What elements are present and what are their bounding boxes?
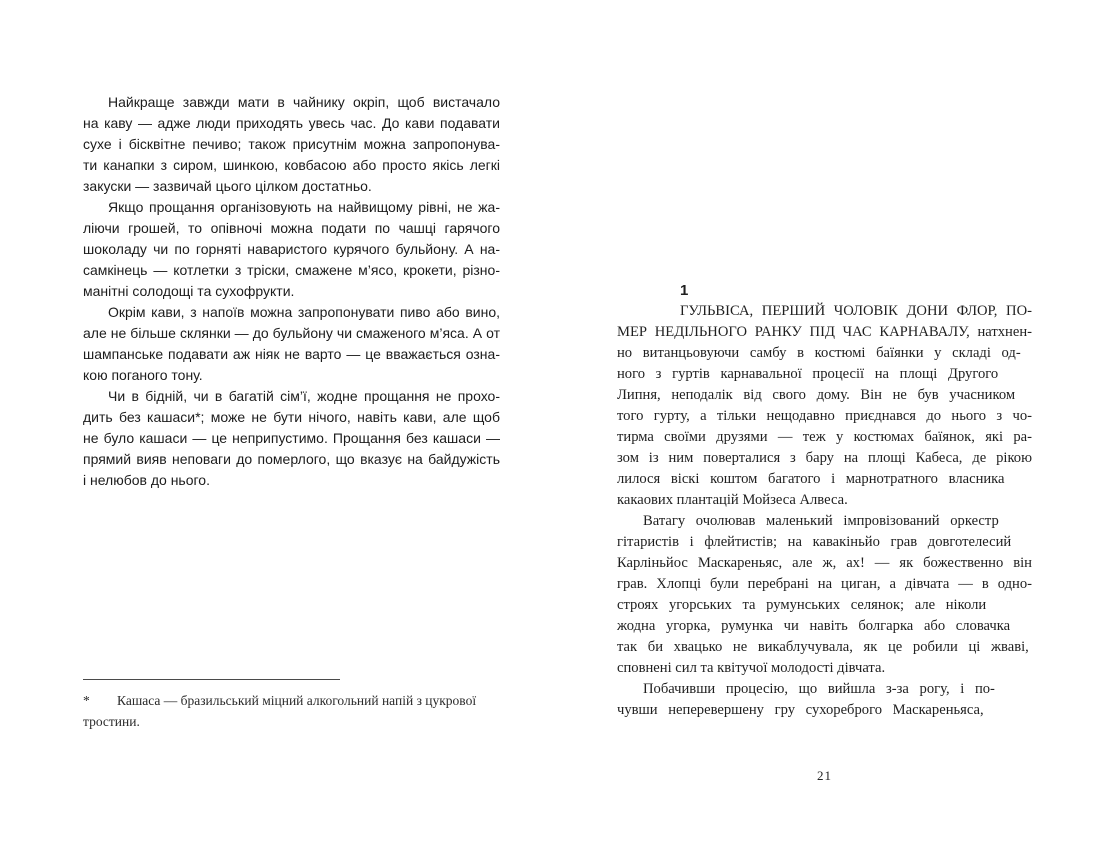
text-line [83, 365, 500, 386]
text-line [617, 595, 1032, 616]
text: і нелюбов до нього. [83, 472, 210, 488]
text-line [83, 134, 500, 155]
text-line [83, 218, 500, 239]
text: не було кашаси — це неприпустимо. Прощання без кашаси — [83, 430, 500, 446]
footnote-marker: * [83, 693, 90, 708]
text-line [83, 470, 500, 491]
text-line [83, 155, 500, 176]
text: ного з гуртів карнавальної процесії на площі Другого [617, 366, 999, 382]
text-line [83, 344, 500, 365]
text: тирма своїми друзями — теж у костюмах баїянок, які ра- [617, 429, 1032, 445]
text-line [617, 574, 1032, 595]
left-page-text [83, 92, 500, 491]
right-page-text [617, 280, 1032, 721]
text: манітні солодощі та сухофрукти. [83, 283, 295, 299]
text-line [617, 679, 1032, 700]
text-line [83, 407, 500, 428]
text: жодна угорка, румунка чи навіть болгарка або словачка [617, 618, 1011, 634]
text: чувши неперевершену гру сухореброго Маскареньяса, [617, 702, 984, 718]
text: строях угорських та румунських селянок; але ніколи [617, 597, 987, 613]
text: так би хвацько не викаблучувала, як це робили ці жваві, [617, 639, 1029, 655]
text: самкінець — котлетки з тріски, смажене м’ясо, крокети, різно- [83, 262, 500, 278]
text-line [617, 469, 1032, 490]
page-number: 21 [817, 768, 832, 783]
text: Карліньйос Маскареньяс, але ж, ах! — як божественно він [617, 555, 1032, 571]
text-line [617, 427, 1032, 448]
text-line [83, 197, 500, 218]
text: того гурту, а тільки нещодавно приєднався до нього з чо- [617, 408, 1032, 424]
text: но витанцьовуючи самбу в костюмі баїянки у складі од- [617, 345, 1021, 361]
text-line [83, 239, 500, 260]
text: на каву — адже люди приходять увесь час. До кави подавати [83, 115, 500, 131]
chapter-number: 1 [680, 282, 689, 299]
footnote-divider [83, 679, 340, 680]
text: какаових плантацій Мойзеса Алвеса. [617, 492, 848, 508]
text-line [617, 343, 1032, 364]
text: дить без кашаси*; може не бути нічого, навіть кави, але щоб [83, 409, 500, 425]
text-line [83, 302, 500, 323]
text-line [617, 616, 1032, 637]
text-line [617, 700, 1032, 721]
text: гітаристів і флейтистів; на кавакіньйо грав довготелесий [617, 534, 1012, 550]
text: лилося віскі коштом багатого і марнотратного власника [617, 471, 1005, 487]
text: Чи в бідній, чи в багатій сім’ї, жодне прощання не прохо- [108, 388, 500, 404]
text: Побачивши процесію, що вийшла з-за рогу, і по- [643, 681, 995, 697]
text-line [617, 448, 1032, 469]
text: ГУЛЬВІСА, ПЕРШИЙ ЧОЛОВІК ДОНИ ФЛОР, ПО- [680, 303, 1032, 319]
text: шампанське подавати аж ніяк не варто — це вважається озна- [83, 346, 500, 362]
text: зом із ним поверталися з бару на площі Кабеса, де рікою [617, 450, 1032, 466]
text: Ватагу очолював маленький імпровізований оркестр [643, 513, 999, 529]
footnote [83, 679, 500, 732]
text: шоколаду чи по горняті наваристого курячого бульйону. А на- [83, 241, 500, 257]
text-line [83, 449, 500, 470]
text-line [83, 176, 500, 197]
text: але не більше склянки — до бульйону чи смаженого м’яса. А от [83, 325, 500, 341]
text-line [617, 364, 1032, 385]
text-line [83, 323, 500, 344]
text-line [83, 260, 500, 281]
text: Липня, неподалік від свого дому. Він не був учасником [617, 387, 1016, 403]
text-line [617, 322, 1032, 343]
footnote-line: тростини. [83, 714, 140, 729]
text: грав. Хлопці були перебрані на циган, а дівчата — в одно- [617, 576, 1032, 592]
text: кою поганого тону. [83, 367, 203, 383]
text: прямий вияв неповаги до померлого, що вказує на байдужість [83, 451, 500, 467]
text-line [617, 385, 1032, 406]
text: сповнені сил та квітучої молодості дівчата. [617, 660, 886, 676]
footnote-line [83, 690, 500, 711]
text-line [617, 658, 1032, 679]
text: закуски — зазвичай цього цілком достатньо. [83, 178, 372, 194]
text-line [617, 637, 1032, 658]
text-line [83, 92, 500, 113]
text: сухе і бісквітне печиво; також присутнім можна запропонува- [83, 136, 500, 152]
text-line [83, 113, 500, 134]
text: Якщо прощання організовують на найвищому рівні, не жа- [108, 199, 500, 215]
text-line [617, 532, 1032, 553]
text-line [617, 490, 1032, 511]
text: Окрім кави, з напоїв можна запропонувати пиво або вино, [108, 304, 500, 320]
text: МЕР НЕДІЛЬНОГО РАНКУ ПІД ЧАС КАРНАВАЛУ, натхнен- [617, 324, 1032, 340]
text-line [617, 301, 1032, 322]
footnote-text: Кашаса — бразильський міцний алкогольний напій з цукрової [117, 693, 477, 708]
text-line [83, 386, 500, 407]
text: ліючи грошей, то опівночі можна подати по чашці гарячого [83, 220, 500, 236]
text-line [83, 428, 500, 449]
text-line [617, 511, 1032, 532]
text: ти канапки з сиром, шинкою, ковбасою або просто якісь легкі [83, 157, 500, 173]
text-line [617, 406, 1032, 427]
text: Найкраще завжди мати в чайнику окріп, щоб вистачало [108, 94, 500, 110]
chapter-heading [617, 280, 1032, 301]
text-line [617, 553, 1032, 574]
text-line [83, 281, 500, 302]
